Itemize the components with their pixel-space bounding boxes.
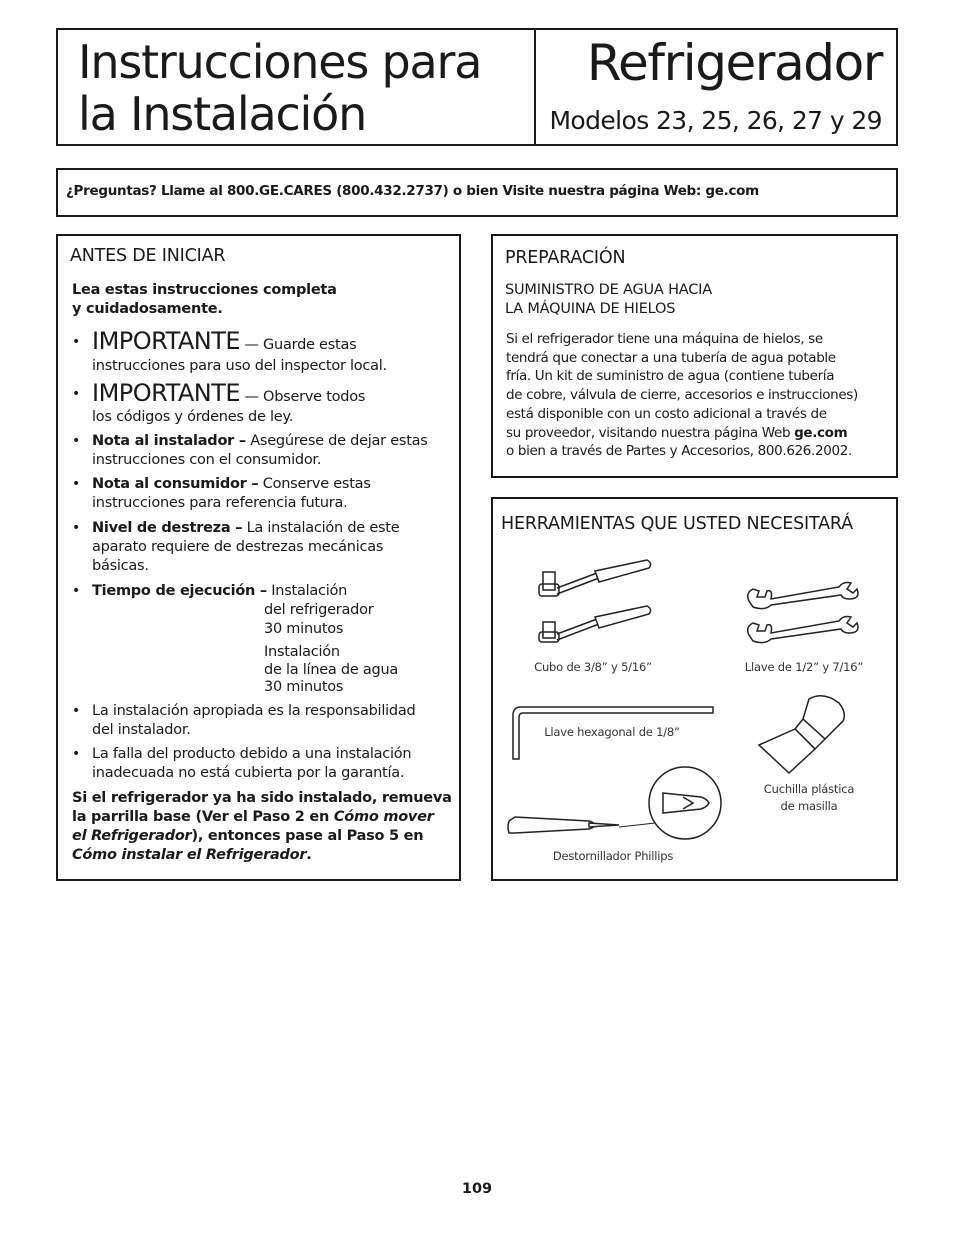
item-text: básicas. — [92, 558, 149, 574]
list-item — [72, 745, 452, 783]
preparation-section — [491, 234, 898, 478]
item-text: Instalación — [264, 644, 340, 660]
list-item — [72, 582, 452, 702]
item-text: instrucciones con el consumidor. — [92, 452, 322, 468]
item-text: aparato requiere de destrezas mecánicas — [92, 539, 384, 555]
phillips-screwdriver-icon — [505, 761, 727, 845]
note-italic: el Refrigerador — [72, 828, 192, 844]
item-text: inadecuada no está cubierta por la garantía. — [92, 765, 405, 781]
caption-line: de masilla — [780, 799, 838, 813]
item-text: La instalación apropiada es la responsabilidad — [92, 703, 416, 719]
note-line: Si el refrigerador ya ha sido instalado, remueva — [72, 790, 452, 806]
bullet: • — [72, 520, 81, 536]
paragraph-line: o bien a través de Partes y Accesorios, 800.626.2002. — [506, 443, 852, 460]
title-line-2: la Instalación — [78, 87, 367, 141]
important-text: — Observe todos — [240, 389, 366, 405]
note-italic: Cómo instalar el Refrigerador — [72, 847, 307, 863]
important-label: IMPORTANTE — [92, 379, 241, 407]
important-text: instrucciones para uso del inspector local. — [92, 358, 387, 374]
putty-knife-icon — [751, 693, 851, 777]
final-note — [72, 789, 457, 865]
item-label: Nivel de destreza – — [92, 520, 243, 536]
item-text: Conserve estas — [258, 476, 371, 492]
subtitle-line: LA MÁQUINA DE HIELOS — [505, 301, 676, 317]
list-item — [72, 475, 452, 513]
hex-key-caption: Llave hexagonal de 1/8” — [544, 725, 680, 739]
website-link[interactable]: ge.com — [794, 424, 848, 441]
title-line-1: Instrucciones para — [78, 35, 482, 89]
item-text: de la línea de agua — [264, 662, 399, 678]
note-text: la parrilla base (Ver el Paso 2 en — [72, 809, 334, 825]
paragraph-line: de cobre, válvula de cierre, accesorios e instrucciones) — [506, 387, 858, 404]
bullet: • — [72, 746, 81, 762]
page-number: 109 — [461, 1181, 493, 1197]
tools-section — [491, 497, 898, 881]
intro-line: Lea estas instrucciones completa — [72, 282, 337, 298]
list-item — [72, 432, 452, 470]
item-text: del instalador. — [92, 722, 191, 738]
paragraph-text: su proveedor, visitando nuestra página Web — [506, 424, 795, 441]
item-text: 30 minutos — [264, 679, 344, 695]
item-text: Asegúrese de dejar estas — [245, 433, 428, 449]
list-item — [72, 519, 452, 576]
important-text: los códigos y órdenes de ley. — [92, 409, 294, 425]
screwdriver-caption: Destornillador Phillips — [552, 849, 674, 863]
section-title: ANTES DE INICIAR — [70, 246, 226, 266]
subtitle-line: SUMINISTRO DE AGUA HACIA — [505, 282, 712, 298]
item-label: Tiempo de ejecución – — [92, 583, 267, 599]
list-item — [72, 702, 452, 740]
paragraph-line: fría. Un kit de suministro de agua (contiene tubería — [506, 368, 835, 385]
section-title: HERRAMIENTAS QUE USTED NECESITARÁ — [501, 514, 853, 534]
item-text: La instalación de este — [242, 520, 400, 536]
bullet: • — [72, 433, 81, 449]
caption-line: Cuchilla plástica — [763, 782, 855, 796]
questions-text: ¿Preguntas? Llame al 800.GE.CARES (800.432.2737) o bien Visite nuestra página Web: ge.com — [66, 183, 759, 199]
section-subtitle — [505, 281, 712, 319]
item-text: instrucciones para referencia futura. — [92, 495, 348, 511]
note-text: ), entonces pase al Paso 5 en — [191, 828, 424, 844]
bullet: • — [72, 334, 81, 350]
note-text: . — [306, 847, 312, 863]
paragraph-line: tendrá que conectar a una tubería de agua potable — [506, 349, 836, 366]
bullet: • — [72, 703, 81, 719]
important-label: IMPORTANTE — [92, 327, 241, 355]
preparation-paragraph — [506, 330, 858, 461]
item-label: Nota al instalador – — [92, 433, 246, 449]
models-subtitle: Modelos 23, 25, 26, 27 y 29 — [549, 106, 882, 135]
paragraph-line: Si el refrigerador tiene una máquina de hielos, se — [506, 331, 823, 347]
product-title: Refrigerador — [586, 34, 882, 92]
socket-wrench-icon — [529, 554, 659, 644]
note-italic: Cómo mover — [333, 809, 434, 825]
header-divider — [534, 30, 536, 144]
bullet: • — [72, 476, 81, 492]
putty-knife-caption — [739, 781, 879, 815]
intro-text — [72, 281, 337, 319]
paragraph-line: está disponible con un costo adicional a través de — [506, 405, 827, 422]
item-label: Nota al consumidor – — [92, 476, 259, 492]
item-text: 30 minutos — [264, 621, 344, 637]
item-text: Instalación — [266, 583, 348, 599]
bullet: • — [72, 583, 81, 599]
section-title: PREPARACIÓN — [505, 248, 626, 268]
item-text: La falla del producto debido a una instalación — [92, 746, 412, 762]
open-end-wrench-icon — [743, 577, 863, 647]
bullet: • — [72, 386, 81, 402]
header — [56, 28, 898, 146]
before-you-begin-section — [56, 234, 461, 881]
document-title — [78, 36, 528, 140]
item-text: del refrigerador — [264, 602, 374, 618]
wrench-caption: Llave de 1/2” y 7/16” — [744, 660, 864, 674]
intro-line: y cuidadosamente. — [72, 301, 223, 317]
questions-banner — [56, 168, 898, 217]
important-text: — Guarde estas — [240, 337, 357, 353]
socket-caption: Cubo de 3/8” y 5/16” — [534, 660, 652, 674]
